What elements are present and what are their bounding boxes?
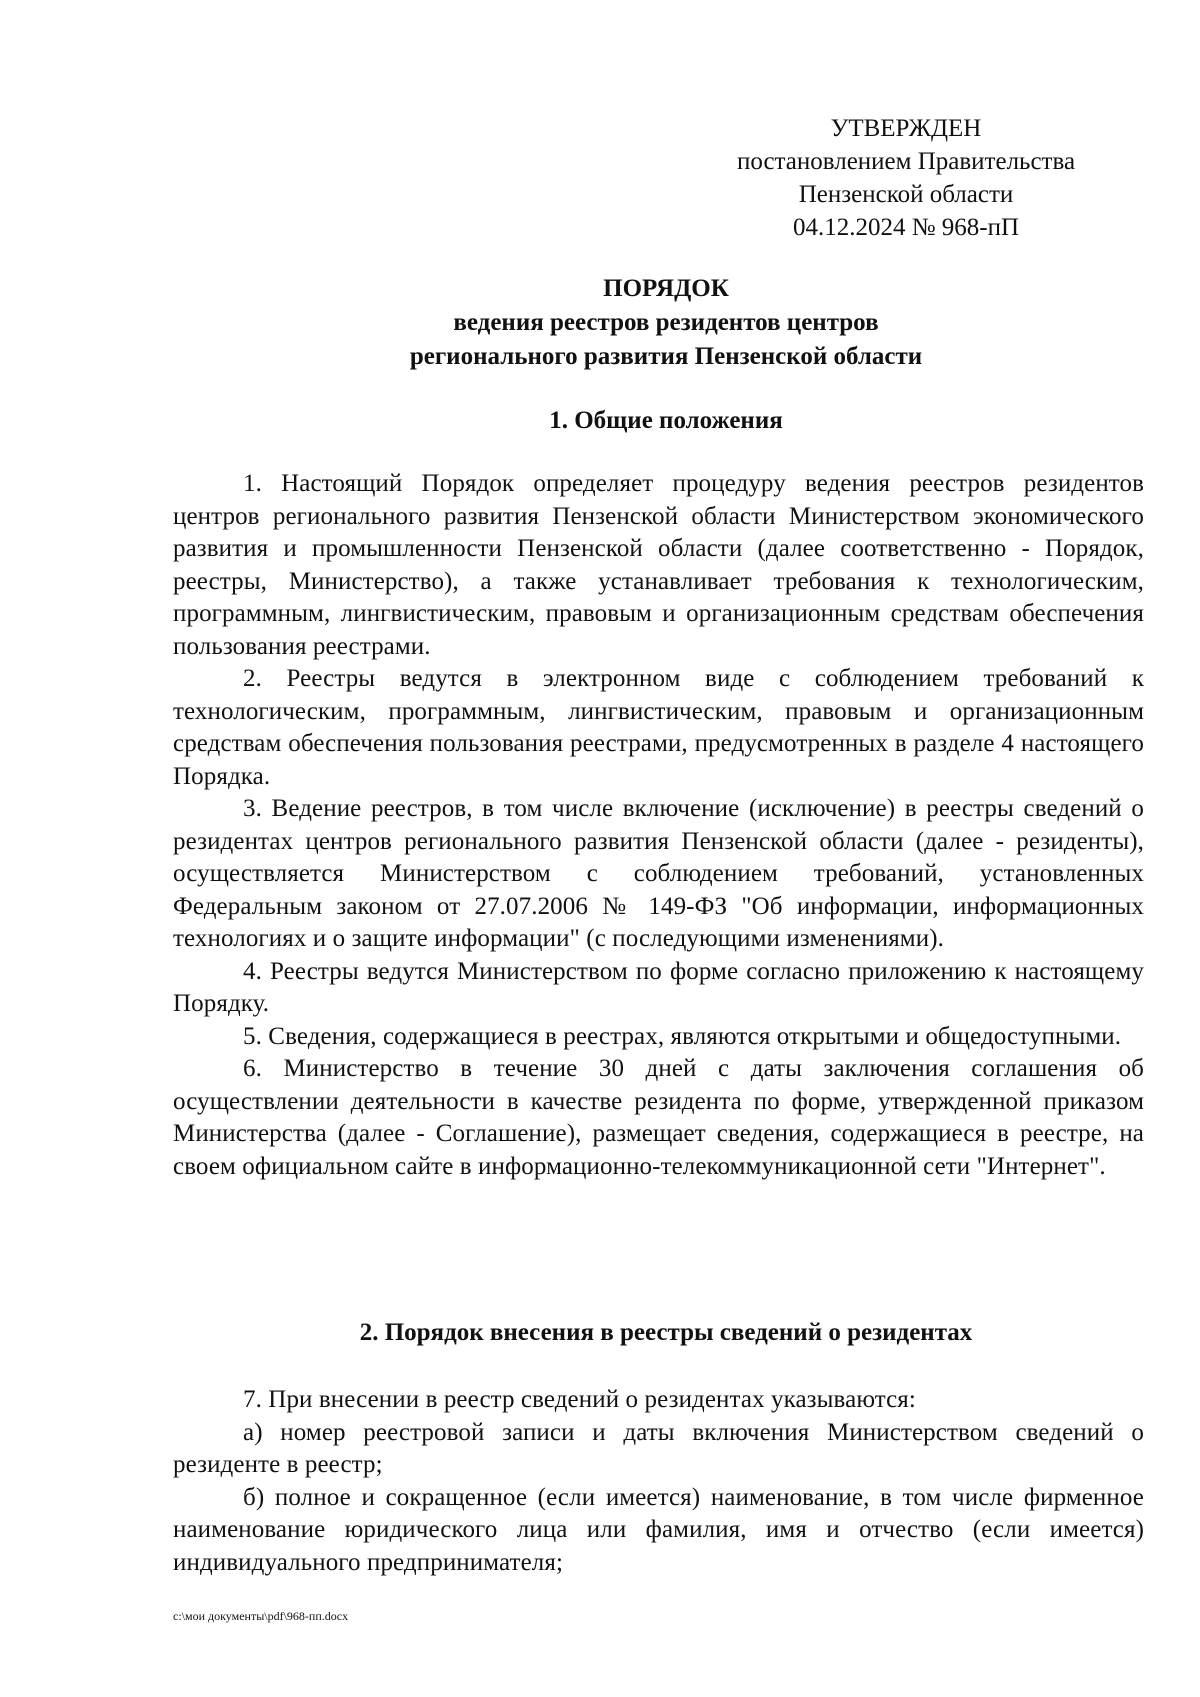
paragraph-2: 2. Реестры ведутся в электронном виде с соблюдением требований к технологическим, программным, лингвистическим, правовым и организационным средствам обеспечения пользования реестрами, предусмотренных в разделе 4 настоящего Порядка. xyxy=(173,665,1144,790)
paragraph-5: 5. Сведения, содержащиеся в реестрах, являются открытыми и общедоступными. xyxy=(243,1022,1122,1050)
paragraph-3: 3. Ведение реестров, в том числе включение (исключение) в реестры сведений о резидентах центров регионального развития Пензенской области (далее - резиденты), осуществляется Министерством с соблюдением требований, установленных Федеральным законом от 27.07.2006 № 149-ФЗ "Об информации, информационных технологиях и о защите информации" (с последующими изменениями). xyxy=(173,795,1144,952)
section-1-heading: 1. Общие положения xyxy=(549,407,783,434)
paragraph-1: 1. Настоящий Порядок определяет процедуру ведения реестров резидентов центров регионального развития Пензенской области Министерством экономического развития и промышленности Пензенской области (далее соответственно - Порядок, реестры, Министерство), а также устанавливает требования к технологическим, программным, лингвистическим, правовым и организационным средствам обеспечения пользования реестрами. xyxy=(173,470,1144,660)
approval-line-region: Пензенской области xyxy=(798,181,1014,208)
document-title-line-3: регионального развития Пензенской области xyxy=(409,343,923,370)
document-title-main: ПОРЯДОК xyxy=(603,275,729,302)
paragraph-6: 6. Министерство в течение 30 дней с даты заключения соглашения об осуществлении деятельности в качестве резидента по форме, утвержденной приказом Министерства (далее - Соглашение), размещает сведения, содержащиеся в реестре, на своем официальном сайте в информационно-телекоммуникационной сети "Интернет". xyxy=(173,1055,1144,1180)
section-2-body xyxy=(173,1384,1144,1579)
section-1-body xyxy=(173,468,1144,1183)
approval-line-approved: УТВЕРЖДЕН xyxy=(830,115,982,142)
paragraph-4: 4. Реестры ведутся Министерством по форме согласно приложению к настоящему Порядку. xyxy=(173,957,1144,1017)
paragraph-7: 7. При внесении в реестр сведений о резидентах указываются: xyxy=(243,1386,916,1413)
document-title-line-2: ведения реестров резидентов центров xyxy=(453,309,879,336)
approval-stamp xyxy=(700,112,1112,244)
paragraph-7b: б) полное и сокращенное (если имеется) наименование, в том числе фирменное наименование юридического лица или фамилия, имя и отчество (если имеется) индивидуального предпринимателя; xyxy=(173,1483,1144,1576)
document-title xyxy=(170,272,1162,374)
paragraph-7a: а) номер реестровой записи и даты включения Министерством сведений о резиденте в реестр; xyxy=(173,1418,1144,1478)
approval-line-resolution: постановлением Правительства xyxy=(736,148,1076,175)
section-2-heading: 2. Порядок внесения в реестры сведений о резидентах xyxy=(359,1319,973,1346)
approval-line-date-number: 04.12.2024 № 968-пП xyxy=(792,214,1020,241)
footer-file-path: c:\мои документы\pdf\968-пп.docx xyxy=(173,1609,349,1623)
